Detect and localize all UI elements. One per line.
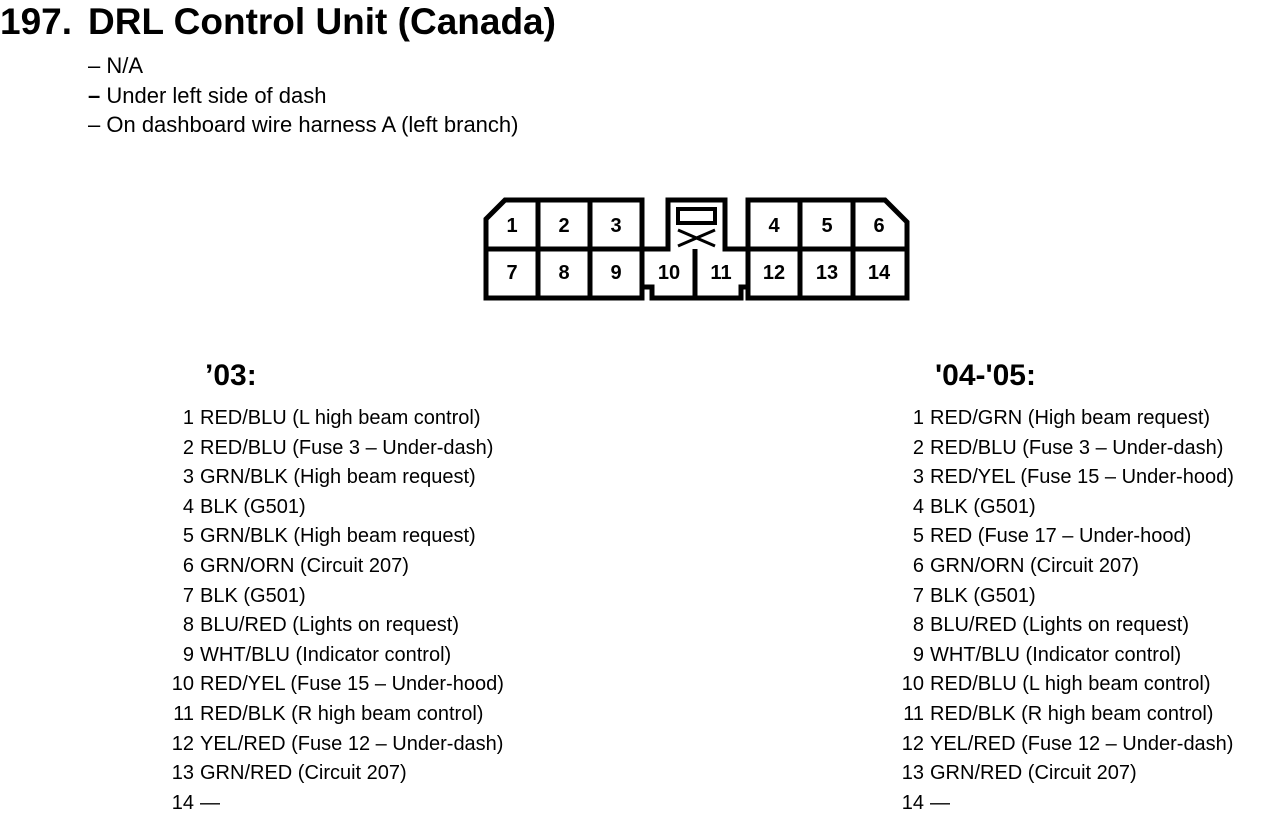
pin-label: 11 bbox=[710, 262, 732, 284]
pin-label: 8 bbox=[558, 262, 570, 284]
pin-number: 10 bbox=[171, 673, 194, 696]
pin-number: 14 bbox=[901, 791, 924, 814]
pin-number: 3 bbox=[912, 466, 924, 489]
list-item bbox=[890, 670, 1234, 700]
pin-description: YEL/RED (Fuse 12 – Under-dash) bbox=[930, 732, 1234, 755]
pin-number: 13 bbox=[171, 762, 194, 785]
component-info bbox=[88, 51, 518, 140]
pin-number: 2 bbox=[912, 436, 924, 459]
pin-number: 11 bbox=[903, 702, 924, 725]
list-item bbox=[160, 789, 504, 819]
pin-description: GRN/ORN (Circuit 207) bbox=[200, 554, 409, 577]
list-item bbox=[160, 582, 504, 612]
pin-description: GRN/ORN (Circuit 207) bbox=[930, 554, 1139, 577]
pin-description: GRN/BLK (High beam request) bbox=[200, 466, 476, 489]
pin-description: BLK (G501) bbox=[200, 495, 306, 518]
pin-number: 9 bbox=[182, 643, 194, 666]
pin-list-2003 bbox=[160, 404, 504, 818]
pin-description: BLK (G501) bbox=[930, 584, 1036, 607]
pin-label: 5 bbox=[821, 215, 833, 237]
list-item bbox=[890, 404, 1234, 434]
pin-description: YEL/RED (Fuse 12 – Under-dash) bbox=[200, 732, 504, 755]
pin-number: 7 bbox=[182, 584, 194, 607]
column-heading-2004-2005: '04-'05: bbox=[935, 359, 1036, 392]
list-item bbox=[890, 700, 1234, 730]
list-item bbox=[160, 641, 504, 671]
pin-description: RED/BLU (Fuse 3 – Under-dash) bbox=[930, 436, 1224, 459]
pin-label: 3 bbox=[610, 215, 622, 237]
pin-number: 1 bbox=[912, 407, 924, 429]
pin-description: GRN/BLK (High beam request) bbox=[200, 525, 476, 548]
info-line-mount-location: – Under left side of dash bbox=[88, 81, 518, 111]
pin-number: 5 bbox=[912, 525, 924, 548]
pin-number: 9 bbox=[912, 643, 924, 666]
list-item bbox=[890, 611, 1234, 641]
list-item bbox=[160, 759, 504, 789]
list-item bbox=[890, 463, 1234, 493]
pin-number: 1 bbox=[182, 407, 194, 429]
list-item bbox=[160, 700, 504, 730]
lock-tab bbox=[678, 209, 715, 223]
pin-label: 13 bbox=[815, 262, 839, 284]
pin-label: 12 bbox=[762, 262, 786, 284]
pin-number: 8 bbox=[182, 614, 194, 637]
list-item bbox=[160, 463, 504, 493]
pin-description: BLU/RED (Lights on request) bbox=[200, 614, 460, 637]
pin-number: 5 bbox=[182, 525, 194, 548]
pin-description: RED/YEL (Fuse 15 – Under-hood) bbox=[200, 673, 504, 696]
list-item bbox=[160, 434, 504, 464]
pin-description: RED/BLK (R high beam control) bbox=[200, 702, 484, 725]
pin-label: 1 bbox=[506, 215, 518, 237]
pin-number: 13 bbox=[901, 762, 924, 785]
list-item bbox=[890, 522, 1234, 552]
list-item bbox=[160, 611, 504, 641]
list-item bbox=[890, 641, 1234, 671]
pin-description: WHT/BLU (Indicator control) bbox=[930, 643, 1182, 666]
pin-label: 14 bbox=[867, 262, 891, 284]
pin-description: RED/BLU (L high beam control) bbox=[930, 673, 1211, 696]
column-heading-2003: ’03: bbox=[205, 359, 257, 392]
pin-description: RED/BLU (L high beam control) bbox=[200, 407, 481, 429]
pin-label: 9 bbox=[610, 262, 622, 284]
pin-label: 10 bbox=[657, 262, 681, 284]
pin-description: — bbox=[200, 791, 220, 814]
pin-label: 2 bbox=[558, 215, 570, 237]
pin-label: 7 bbox=[506, 262, 518, 284]
list-item bbox=[160, 493, 504, 523]
pin-description: WHT/BLU (Indicator control) bbox=[200, 643, 452, 666]
info-line-harness: – On dashboard wire harness A (left branch) bbox=[88, 110, 518, 140]
pin-description: BLK (G501) bbox=[930, 495, 1036, 518]
pin-number: 12 bbox=[901, 732, 924, 755]
list-item bbox=[890, 730, 1234, 760]
list-item bbox=[890, 789, 1234, 819]
section-number: 197. bbox=[0, 1, 73, 42]
list-item bbox=[160, 670, 504, 700]
pin-description: RED/GRN (High beam request) bbox=[930, 407, 1211, 429]
pin-number: 10 bbox=[901, 673, 924, 696]
pin-description: GRN/RED (Circuit 207) bbox=[200, 762, 407, 785]
page-title bbox=[0, 0, 556, 44]
pin-description: BLU/RED (Lights on request) bbox=[930, 614, 1190, 637]
list-item bbox=[160, 730, 504, 760]
pin-description: RED (Fuse 17 – Under-hood) bbox=[930, 525, 1192, 548]
list-item bbox=[890, 759, 1234, 789]
pin-number: 7 bbox=[912, 584, 924, 607]
pin-number: 12 bbox=[171, 732, 194, 755]
list-item bbox=[890, 552, 1234, 582]
pin-description: — bbox=[930, 791, 950, 814]
pin-label: 6 bbox=[873, 215, 885, 237]
pin-description: RED/BLK (R high beam control) bbox=[930, 702, 1214, 725]
pin-number: 11 bbox=[173, 702, 194, 725]
pin-number: 4 bbox=[912, 495, 924, 518]
pin-number: 4 bbox=[182, 495, 194, 518]
pin-description: RED/BLU (Fuse 3 – Under-dash) bbox=[200, 436, 494, 459]
pin-number: 6 bbox=[182, 554, 194, 577]
pin-list-2004-2005 bbox=[890, 404, 1234, 818]
pin-number: 8 bbox=[912, 614, 924, 637]
list-item bbox=[890, 493, 1234, 523]
pin-number: 6 bbox=[912, 554, 924, 577]
list-item bbox=[160, 522, 504, 552]
pin-description: RED/YEL (Fuse 15 – Under-hood) bbox=[930, 466, 1234, 489]
list-item bbox=[160, 404, 504, 434]
title-text: DRL Control Unit (Canada) bbox=[88, 1, 556, 42]
pin-description: BLK (G501) bbox=[200, 584, 306, 607]
list-item bbox=[160, 552, 504, 582]
pin-number: 14 bbox=[171, 791, 194, 814]
list-item bbox=[890, 582, 1234, 612]
pin-number: 3 bbox=[182, 466, 194, 489]
pin-description: GRN/RED (Circuit 207) bbox=[930, 762, 1137, 785]
pin-number: 2 bbox=[182, 436, 194, 459]
info-line-location-na: – N/A bbox=[88, 51, 518, 81]
connector-diagram bbox=[480, 192, 914, 304]
pin-label: 4 bbox=[768, 215, 780, 237]
list-item bbox=[890, 434, 1234, 464]
